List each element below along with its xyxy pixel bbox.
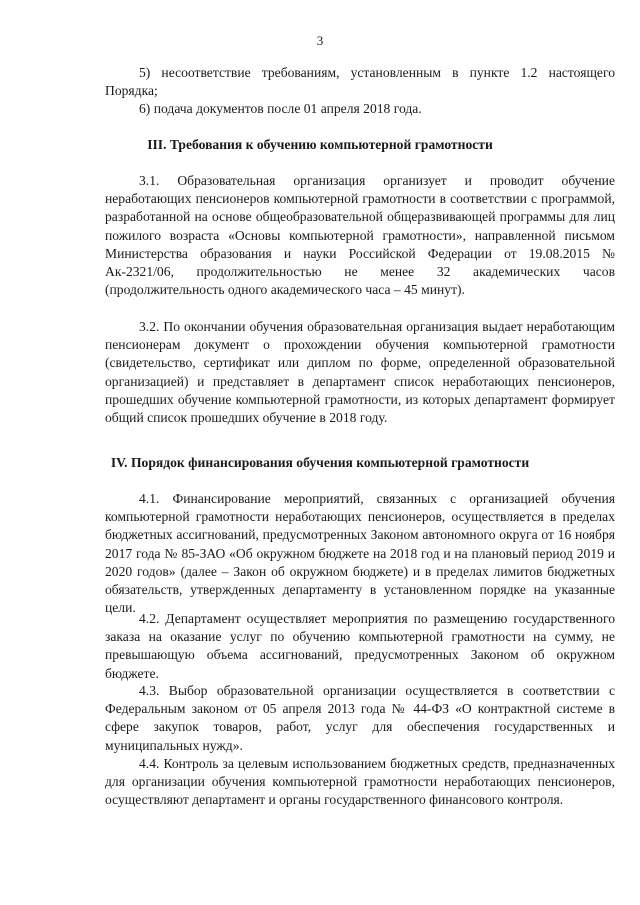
paragraph-4-3: 4.3. Выбор образовательной организации осуществляется в соответствии с Федеральным законом от 05 апреля 2013 года № 44-ФЗ «О контрактной системе в сфере закупок товаров, работ, услуг для обеспечения государственных и муниципальных нужд».: [105, 683, 615, 753]
list-item-6: 6) подача документов после 01 апреля 2018 года.: [139, 101, 422, 116]
paragraph-4-4: 4.4. Контроль за целевым использованием бюджетных средств, предназначенных для организации обучения компьютерной грамотности неработающих пенсионеров, осуществляют департамент и органы государственного финансового контроля.: [105, 756, 615, 808]
list-item-5: 5) несоответствие требованиям, установленным в пункте 1.2 настоящего Порядка;: [105, 65, 615, 99]
page-number: 3: [316, 33, 324, 48]
paragraph-4-1: 4.1. Финансирование мероприятий, связанных с организацией обучения компьютерной грамотности неработающих пенсионеров, осуществляется в пределах бюджетных ассигнований, предусмотренных Законом автономного округа от 16 ноября 2017 года № 85-ЗАО «Об окружном бюджете на 2018 год и на плановый период 2019 и 2020 годов» (далее – Закон об окружном бюджете) и в пределах лимитов бюджетных обязательств, утвержденных департаменту в установленном порядке на указанные цели.: [105, 491, 615, 616]
section-4-heading: IV. Порядок финансирования обучения компьютерной грамотности: [110, 455, 530, 470]
paragraph-4-2: 4.2. Департамент осуществляет мероприятия по размещению государственного заказа на оказание услуг по обучению компьютерной грамотности на сумму, не превышающую объема ассигнований, предусмотренных Законом об окружном бюджете.: [105, 611, 615, 681]
section-3-heading: III. Требования к обучению компьютерной грамотности: [147, 137, 493, 152]
paragraph-3-2: 3.2. По окончании обучения образовательная организация выдает неработающим пенсионерам документ о прохождении обучения компьютерной грамотности (свидетельство, сертификат или диплом по форме, определенной образовательной организацией) и представляет в департамент список неработающих пенсионеров, прошедших обучение компьютерной грамотности, из которых департамент формирует общий список прошедших обучение в 2018 году.: [105, 319, 615, 426]
paragraph-3-1: 3.1. Образовательная организация организует и проводит обучение неработающих пенсионеров компьютерной грамотности в соответствии с программой, разработанной на основе общеобразовательной общеразвивающей программы для лиц пожилого возраста «Основы компьютерной грамотности», направленной письмом Министерства образования и науки Российской Федерации от 19.08.2015 № Ак-2321/06, продолжительностью не менее 32 академических часов (продолжительность одного академического часа – 45 минут).: [105, 173, 615, 298]
